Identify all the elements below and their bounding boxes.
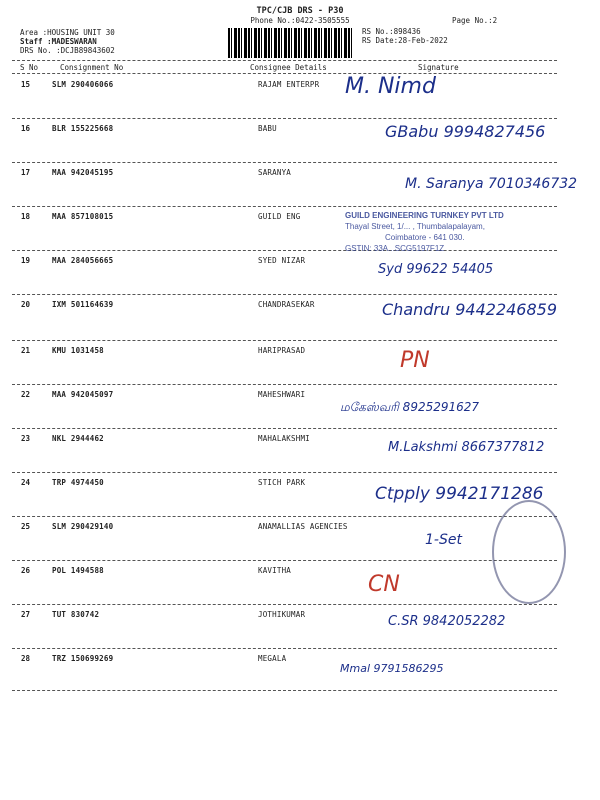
row-signature: CN <box>368 572 400 597</box>
sheet-title: TPC/CJB DRS - P30 <box>256 6 344 16</box>
table-row <box>0 74 600 120</box>
table-row <box>0 168 600 208</box>
round-seal <box>492 500 566 604</box>
header-right-info <box>362 27 448 45</box>
row-consignment-no: TRP 4974450 <box>52 478 104 487</box>
barcode <box>228 28 352 58</box>
row-sno: 25 <box>21 522 31 531</box>
table-row <box>0 212 600 252</box>
header-left-info <box>20 28 115 55</box>
row-signature: 1-Set <box>425 532 462 548</box>
company-stamp <box>345 210 504 254</box>
col-consignment-header: Consignment No <box>60 63 124 72</box>
table-row <box>0 300 600 340</box>
rs-number: RS No.:898436 <box>362 27 421 36</box>
row-consignee: SYED NIZAR <box>258 256 306 265</box>
row-consignment-no: MAA 942045195 <box>52 168 114 177</box>
row-consignee: SARANYA <box>258 168 292 177</box>
row-sno: 27 <box>21 610 31 619</box>
table-row <box>0 434 600 474</box>
row-divider <box>12 516 557 517</box>
row-divider <box>12 690 557 691</box>
row-consignee: MEGALA <box>258 654 287 663</box>
row-divider <box>12 384 557 385</box>
row-consignment-no: MAA 942045097 <box>52 390 114 399</box>
row-consignee: BABU <box>258 124 277 133</box>
table-row <box>0 346 600 386</box>
divider <box>12 73 557 74</box>
row-sno: 26 <box>21 566 31 575</box>
row-sno: 28 <box>21 654 31 663</box>
row-signature: GBabu 9994827456 <box>385 122 546 141</box>
row-sno: 18 <box>21 212 31 221</box>
col-consignee-header: Consignee Details <box>250 63 327 72</box>
row-consignment-no: TUT 830742 <box>52 610 100 619</box>
row-sno: 23 <box>21 434 31 443</box>
drs-number: DRS No. :DCJB89843602 <box>20 46 115 55</box>
divider <box>12 60 557 61</box>
row-divider <box>12 206 557 207</box>
row-divider <box>12 162 557 163</box>
stamp-line: Thayal Street, 1/... , Thumbalapalayam, <box>345 222 485 231</box>
row-sno: 15 <box>21 80 31 89</box>
row-consignee: JOTHIKUMAR <box>258 610 306 619</box>
row-signature: Chandru 9442246859 <box>382 300 558 319</box>
row-sno: 16 <box>21 124 31 133</box>
row-sno: 22 <box>21 390 31 399</box>
row-consignment-no: TRZ 150699269 <box>52 654 114 663</box>
table-row <box>0 256 600 296</box>
stamp-line: GSTIN: 33A...SCG5197F1Z <box>345 244 445 253</box>
row-divider <box>12 118 557 119</box>
row-divider <box>12 560 557 561</box>
row-consignee: MAHALAKSHMI <box>258 434 310 443</box>
row-divider <box>12 294 557 295</box>
col-sno-header: S No <box>20 63 39 72</box>
stamp-line: Coimbatore - 641 030. <box>385 233 465 242</box>
table-row <box>0 124 600 164</box>
row-consignee: KAVITHA <box>258 566 292 575</box>
row-signature: மகேஸ்வரி 8925291627 <box>340 400 480 414</box>
phone-number: Phone No.:0422-3505555 <box>250 16 350 25</box>
row-signature: M. Saranya 7010346732 <box>405 176 578 192</box>
row-signature: M.Lakshmi 8667377812 <box>388 440 545 455</box>
staff-label: Staff :MADESWARAN <box>20 37 97 46</box>
row-consignee: GUILD ENG <box>258 212 301 221</box>
row-consignment-no: BLR 155225668 <box>52 124 114 133</box>
row-sno: 21 <box>21 346 31 355</box>
row-consignment-no: POL 1494588 <box>52 566 104 575</box>
row-divider <box>12 648 557 649</box>
row-consignee: HARIPRASAD <box>258 346 306 355</box>
rs-date: RS Date:28-Feb-2022 <box>362 36 448 45</box>
row-consignment-no: KMU 1031458 <box>52 346 104 355</box>
row-divider <box>12 604 557 605</box>
stamp-line: GUILD ENGINEERING TURNKEY PVT LTD <box>345 211 504 220</box>
row-consignee: CHANDRASEKAR <box>258 300 315 309</box>
row-consignee: MAHESHWARI <box>258 390 306 399</box>
row-divider <box>12 340 557 341</box>
row-divider <box>12 428 557 429</box>
row-sno: 17 <box>21 168 31 177</box>
row-signature: Syd 99622 54405 <box>378 262 494 277</box>
row-signature: C.SR 9842052282 <box>388 614 506 629</box>
row-consignment-no: SLM 290406066 <box>52 80 114 89</box>
row-consignment-no: MAA 284056665 <box>52 256 114 265</box>
page-number: Page No.:2 <box>452 16 498 25</box>
row-consignment-no: MAA 857108015 <box>52 212 114 221</box>
row-divider <box>12 472 557 473</box>
row-signature: M. Nimd <box>345 74 436 99</box>
table-row <box>0 390 600 430</box>
table-row <box>0 610 600 650</box>
row-sno: 19 <box>21 256 31 265</box>
row-consignment-no: IXM 501164639 <box>52 300 114 309</box>
row-consignment-no: SLM 290429140 <box>52 522 114 531</box>
area-label: Area :HOUSING UNIT 30 <box>20 28 115 37</box>
row-consignee: STICH PARK <box>258 478 306 487</box>
col-signature-header: Signature <box>418 63 459 72</box>
row-consignee: ANAMALLIAS AGENCIES <box>258 522 348 531</box>
row-sno: 20 <box>21 300 31 309</box>
row-sno: 24 <box>21 478 31 487</box>
row-signature: Mmal 9791586295 <box>340 662 444 675</box>
row-signature: Ctpply 9942171286 <box>375 484 544 504</box>
row-consignee: RAJAM ENTERPR <box>258 80 320 89</box>
table-row <box>0 654 600 694</box>
row-consignment-no: NKL 2944462 <box>52 434 104 443</box>
row-signature: PN <box>400 348 430 373</box>
